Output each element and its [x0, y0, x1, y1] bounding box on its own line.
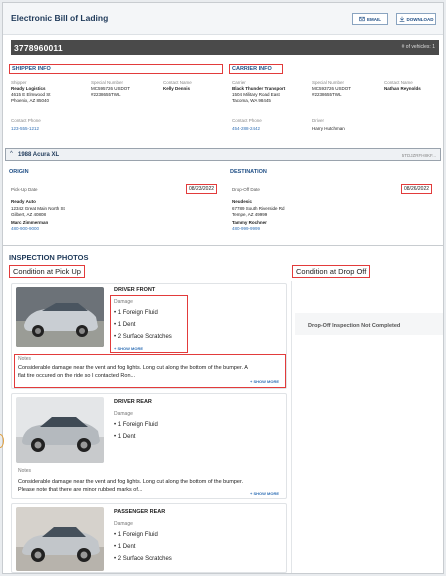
- carrier-address-2: Tacoma, WA 98445: [232, 98, 271, 103]
- shipper-label: Shipper: [11, 80, 27, 85]
- damage-label: Damage: [114, 521, 133, 527]
- damage-item: • 1 Dent: [114, 322, 136, 328]
- divider: [3, 245, 444, 246]
- inspection-card-driver-rear: [11, 393, 287, 499]
- vehicle-accordion[interactable]: [5, 148, 441, 161]
- page-title: Electronic Bill of Lading: [11, 13, 109, 23]
- notes-label: Notes: [18, 468, 32, 474]
- car-photo-icon: [16, 507, 104, 571]
- damage-item: • 1 Foreign Fluid: [114, 532, 158, 538]
- vehicle-name: 1988 Acura XL: [18, 152, 60, 158]
- card-side-title: DRIVER FRONT: [114, 287, 156, 293]
- carrier-special-2: #2238655TWL: [312, 92, 342, 97]
- notes-show-more-link[interactable]: + SHOW MORE: [250, 379, 280, 384]
- page-header: [3, 3, 444, 35]
- dropoff-not-completed-message: Drop-Off Inspection Not Completed: [308, 323, 401, 329]
- origin-name: Ready Auto: [11, 199, 36, 204]
- damage-item: • 1 Foreign Fluid: [114, 422, 158, 428]
- vehicle-count: # of vehicles: 1: [401, 44, 435, 50]
- envelope-icon: [359, 16, 365, 22]
- damage-item: • 1 Dent: [114, 544, 136, 550]
- damage-item: • 2 Surface Scratches: [114, 556, 172, 562]
- pickup-date-label: Pick-Up Date: [11, 187, 38, 192]
- download-button[interactable]: [396, 13, 436, 25]
- email-button-label: EMAIL: [367, 16, 381, 22]
- card-side-title: DRIVER REAR: [114, 399, 152, 405]
- shipper-name: Ready Logistics: [11, 86, 46, 91]
- origin-address-1: 12342 Great Main North St: [11, 206, 65, 211]
- shipper-special-label: Special Number: [91, 80, 124, 85]
- dropoff-date-label: Drop-Off Date: [232, 187, 260, 192]
- shipper-special-2: #2238655TWL: [91, 92, 121, 97]
- dropoff-date: 08/26/2022: [401, 184, 432, 194]
- carrier-phone-link[interactable]: 454-288-2442: [232, 126, 261, 131]
- destination-address-2: Tempe, AZ 49999: [232, 212, 268, 217]
- download-icon: [399, 16, 405, 22]
- notes-text: Considerable damage near the vent and fog lights. Long cut along the bottom of the bumper. A flat tire occured on the ride so I contacted Ron...: [18, 365, 248, 379]
- carrier-contact-label: Contact Name: [384, 80, 413, 85]
- shipper-address-1: 4615 E Elmwood St: [11, 92, 51, 97]
- email-button[interactable]: [352, 13, 388, 25]
- origin-contact: Marc Zimmerman: [11, 220, 49, 225]
- origin-address-2: Gilbert, AZ 40808: [11, 212, 47, 217]
- damage-label: Damage: [114, 411, 133, 417]
- shipper-phone-label: Contact Phone: [11, 118, 41, 123]
- shipper-special-1: MC595726 USDOT: [91, 86, 131, 91]
- inspection-card-passenger-rear: [11, 503, 287, 573]
- carrier-info-heading: CARRIER INFO: [229, 64, 283, 74]
- dropoff-condition-heading: Condition at Drop Off: [292, 265, 370, 278]
- destination-address-1: 67789 South Riverside Rd: [232, 206, 285, 211]
- carrier-name: Black Thunder Transport: [232, 86, 286, 91]
- shipper-address-2: Phoenix, AZ 85040: [11, 98, 50, 103]
- shipper-phone-link[interactable]: 123-555-1212: [11, 126, 40, 131]
- pickup-date: 08/23/2022: [186, 184, 217, 194]
- bill-of-lading-sheet: [2, 2, 444, 574]
- car-photo-icon: [16, 397, 104, 463]
- car-photo-icon: [16, 287, 104, 347]
- damage-show-more-link[interactable]: + SHOW MORE: [114, 346, 144, 351]
- destination-phone-link[interactable]: 480-999-9999: [232, 226, 261, 231]
- vehicle-photo-passenger-rear[interactable]: [16, 507, 104, 571]
- carrier-label: Carrier: [232, 80, 246, 85]
- column-divider: [291, 281, 292, 574]
- shipper-contact-label: Contact Name: [163, 80, 192, 85]
- carrier-address-1: 1504 Military Road East: [232, 92, 280, 97]
- damage-item: • 1 Foreign Fluid: [114, 310, 158, 316]
- carrier-special-label: Special Number: [312, 80, 345, 85]
- damage-label: Damage: [114, 299, 133, 305]
- notes-show-more-link[interactable]: + SHOW MORE: [250, 491, 280, 496]
- download-button-label: DOWNLOAD: [406, 16, 434, 22]
- shipper-contact: Kelly Dennis: [163, 86, 191, 91]
- vehicle-photo-driver-front[interactable]: [16, 287, 104, 347]
- origin-heading: ORIGIN: [9, 169, 29, 175]
- pickup-condition-heading: Condition at Pick Up: [9, 265, 85, 278]
- bol-number-bar: [11, 40, 439, 55]
- inspection-card-driver-front: [11, 283, 287, 389]
- notes-text: Considerable damage near the vent and fog lights. Long cut along the bottom of the bumper. Please note that there are minor rubbed marks of...: [18, 479, 244, 493]
- destination-heading: DESTINATION: [230, 169, 267, 175]
- damage-item: • 1 Dent: [114, 434, 136, 440]
- damage-item: • 2 Surface Scratches: [114, 334, 172, 340]
- shipper-info-heading: SHIPPER INFO: [9, 64, 223, 74]
- vehicle-photo-driver-rear[interactable]: [16, 397, 104, 463]
- bol-number: 3778960011: [14, 43, 63, 53]
- driver-name: Harry Hutchman: [312, 126, 345, 131]
- carrier-contact: Nathan Reynolds: [384, 86, 421, 91]
- inspection-title: INSPECTION PHOTOS: [9, 253, 89, 262]
- chevron-up-icon: ^: [10, 151, 13, 157]
- vehicle-vin: 5TDJZRFH8KF...: [401, 153, 436, 158]
- destination-contact: Tammy Rochner: [232, 220, 267, 225]
- card-side-title: PASSENGER REAR: [114, 509, 166, 515]
- driver-label: Driver: [312, 118, 324, 123]
- carrier-phone-label: Contact Phone: [232, 118, 262, 123]
- notes-label: Notes: [18, 356, 32, 362]
- carrier-special-1: MC593726 USDOT: [312, 86, 352, 91]
- origin-phone-link[interactable]: 480-900-9000: [11, 226, 40, 231]
- destination-name: Neudesic: [232, 199, 253, 204]
